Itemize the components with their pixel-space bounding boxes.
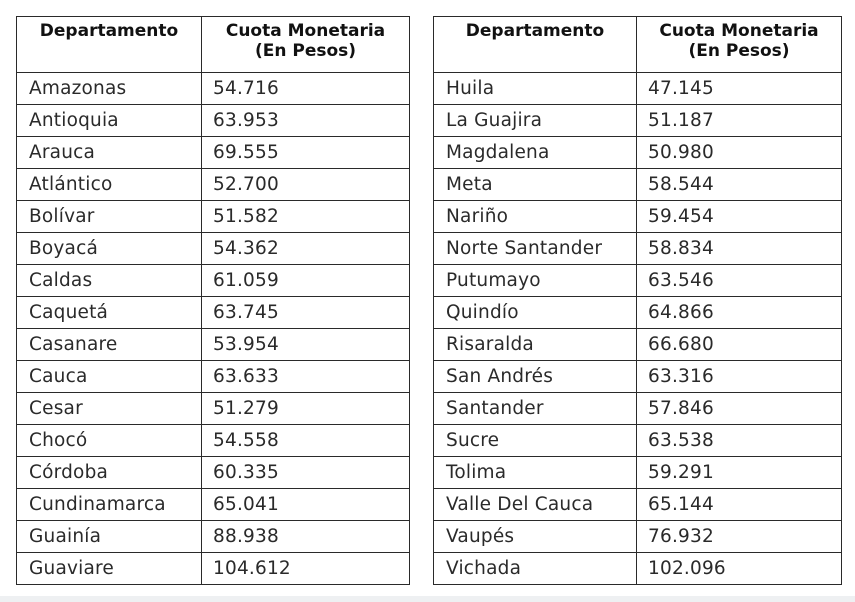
- departamento-cell: Tolima: [434, 457, 637, 489]
- header-cuota: [202, 17, 410, 73]
- cuota-table-right: [433, 16, 842, 585]
- table-header-row: [434, 17, 842, 73]
- table-row: [434, 73, 842, 105]
- departamento-cell: Amazonas: [17, 73, 202, 105]
- table-row: [17, 489, 410, 521]
- departamento-cell: Atlántico: [17, 169, 202, 201]
- departamento-cell: Risaralda: [434, 329, 637, 361]
- table-row: [434, 425, 842, 457]
- cuota-cell: 65.144: [637, 489, 842, 521]
- header-label-line1: Cuota Monetaria: [225, 21, 386, 41]
- cuota-cell: 51.582: [202, 201, 410, 233]
- departamento-cell: Bolívar: [17, 201, 202, 233]
- table-row: [17, 137, 410, 169]
- table-row: [17, 329, 410, 361]
- table-row: [17, 521, 410, 553]
- table-row: [434, 489, 842, 521]
- cuota-cell: 58.834: [637, 233, 842, 265]
- departamento-cell: San Andrés: [434, 361, 637, 393]
- departamento-cell: Boyacá: [17, 233, 202, 265]
- departamento-cell: La Guajira: [434, 105, 637, 137]
- departamento-cell: Chocó: [17, 425, 202, 457]
- departamento-cell: Guaviare: [17, 553, 202, 585]
- cuota-cell: 63.633: [202, 361, 410, 393]
- cuota-cell: 88.938: [202, 521, 410, 553]
- table-row: [434, 329, 842, 361]
- cuota-cell: 76.932: [637, 521, 842, 553]
- cuota-cell: 54.716: [202, 73, 410, 105]
- cuota-cell: 51.279: [202, 393, 410, 425]
- cuota-cell: 65.041: [202, 489, 410, 521]
- table-row: [434, 297, 842, 329]
- departamento-cell: Antioquia: [17, 105, 202, 137]
- cuota-cell: 63.538: [637, 425, 842, 457]
- cuota-cell: 57.846: [637, 393, 842, 425]
- departamento-cell: Cesar: [17, 393, 202, 425]
- cuota-cell: 63.546: [637, 265, 842, 297]
- table-row: [434, 521, 842, 553]
- table-row: [17, 105, 410, 137]
- cuota-cell: 66.680: [637, 329, 842, 361]
- cuota-cell: 61.059: [202, 265, 410, 297]
- table-row: [17, 169, 410, 201]
- departamento-cell: Caldas: [17, 265, 202, 297]
- table-row: [434, 169, 842, 201]
- header-label-line1: Cuota Monetaria: [659, 21, 819, 41]
- departamento-cell: Vaupés: [434, 521, 637, 553]
- departamento-cell: Cundinamarca: [17, 489, 202, 521]
- table-row: [434, 265, 842, 297]
- cuota-cell: 58.544: [637, 169, 842, 201]
- departamento-cell: Arauca: [17, 137, 202, 169]
- table-header-row: [17, 17, 410, 73]
- departamento-cell: Guainía: [17, 521, 202, 553]
- cuota-cell: 50.980: [637, 137, 842, 169]
- departamento-cell: Santander: [434, 393, 637, 425]
- table-row: [17, 297, 410, 329]
- table-row: [434, 361, 842, 393]
- cuota-cell: 54.362: [202, 233, 410, 265]
- cuota-cell: 60.335: [202, 457, 410, 489]
- table-row: [17, 233, 410, 265]
- cuota-cell: 64.866: [637, 297, 842, 329]
- cuota-cell: 102.096: [637, 553, 842, 585]
- table-row: [434, 233, 842, 265]
- table-row: [434, 137, 842, 169]
- table-row: [17, 361, 410, 393]
- header-departamento: [434, 17, 637, 73]
- cuota-cell: 63.745: [202, 297, 410, 329]
- table-row: [17, 425, 410, 457]
- table-row: [434, 105, 842, 137]
- departamento-cell: Meta: [434, 169, 637, 201]
- table-row: [434, 393, 842, 425]
- table-row: [17, 553, 410, 585]
- header-cuota: [637, 17, 842, 73]
- departamento-cell: Nariño: [434, 201, 637, 233]
- header-departamento: [17, 17, 202, 73]
- cuota-cell: 104.612: [202, 553, 410, 585]
- cuota-cell: 51.187: [637, 105, 842, 137]
- bottom-strip: [0, 596, 855, 602]
- departamento-cell: Valle Del Cauca: [434, 489, 637, 521]
- cuota-cell: 59.291: [637, 457, 842, 489]
- departamento-cell: Casanare: [17, 329, 202, 361]
- header-label-line2: (En Pesos): [254, 41, 357, 61]
- cuota-cell: 69.555: [202, 137, 410, 169]
- departamento-cell: Putumayo: [434, 265, 637, 297]
- table-row: [434, 201, 842, 233]
- cuota-cell: 52.700: [202, 169, 410, 201]
- table-row: [17, 457, 410, 489]
- cuota-cell: 63.953: [202, 105, 410, 137]
- table-row: [17, 393, 410, 425]
- cuota-cell: 53.954: [202, 329, 410, 361]
- departamento-cell: Vichada: [434, 553, 637, 585]
- cuota-cell: 54.558: [202, 425, 410, 457]
- table-row: [434, 457, 842, 489]
- departamento-cell: Córdoba: [17, 457, 202, 489]
- departamento-cell: Caquetá: [17, 297, 202, 329]
- table-row: [17, 265, 410, 297]
- cuota-cell: 59.454: [637, 201, 842, 233]
- cuota-cell: 47.145: [637, 73, 842, 105]
- departamento-cell: Huila: [434, 73, 637, 105]
- cuota-cell: 63.316: [637, 361, 842, 393]
- header-label: Departamento: [465, 21, 605, 41]
- table-row: [434, 553, 842, 585]
- departamento-cell: Sucre: [434, 425, 637, 457]
- departamento-cell: Cauca: [17, 361, 202, 393]
- departamento-cell: Quindío: [434, 297, 637, 329]
- header-label-line2: (En Pesos): [688, 41, 790, 61]
- header-label: Departamento: [39, 21, 179, 41]
- cuota-table-left: [16, 16, 410, 585]
- table-row: [17, 73, 410, 105]
- table-row: [17, 201, 410, 233]
- departamento-cell: Norte Santander: [434, 233, 637, 265]
- departamento-cell: Magdalena: [434, 137, 637, 169]
